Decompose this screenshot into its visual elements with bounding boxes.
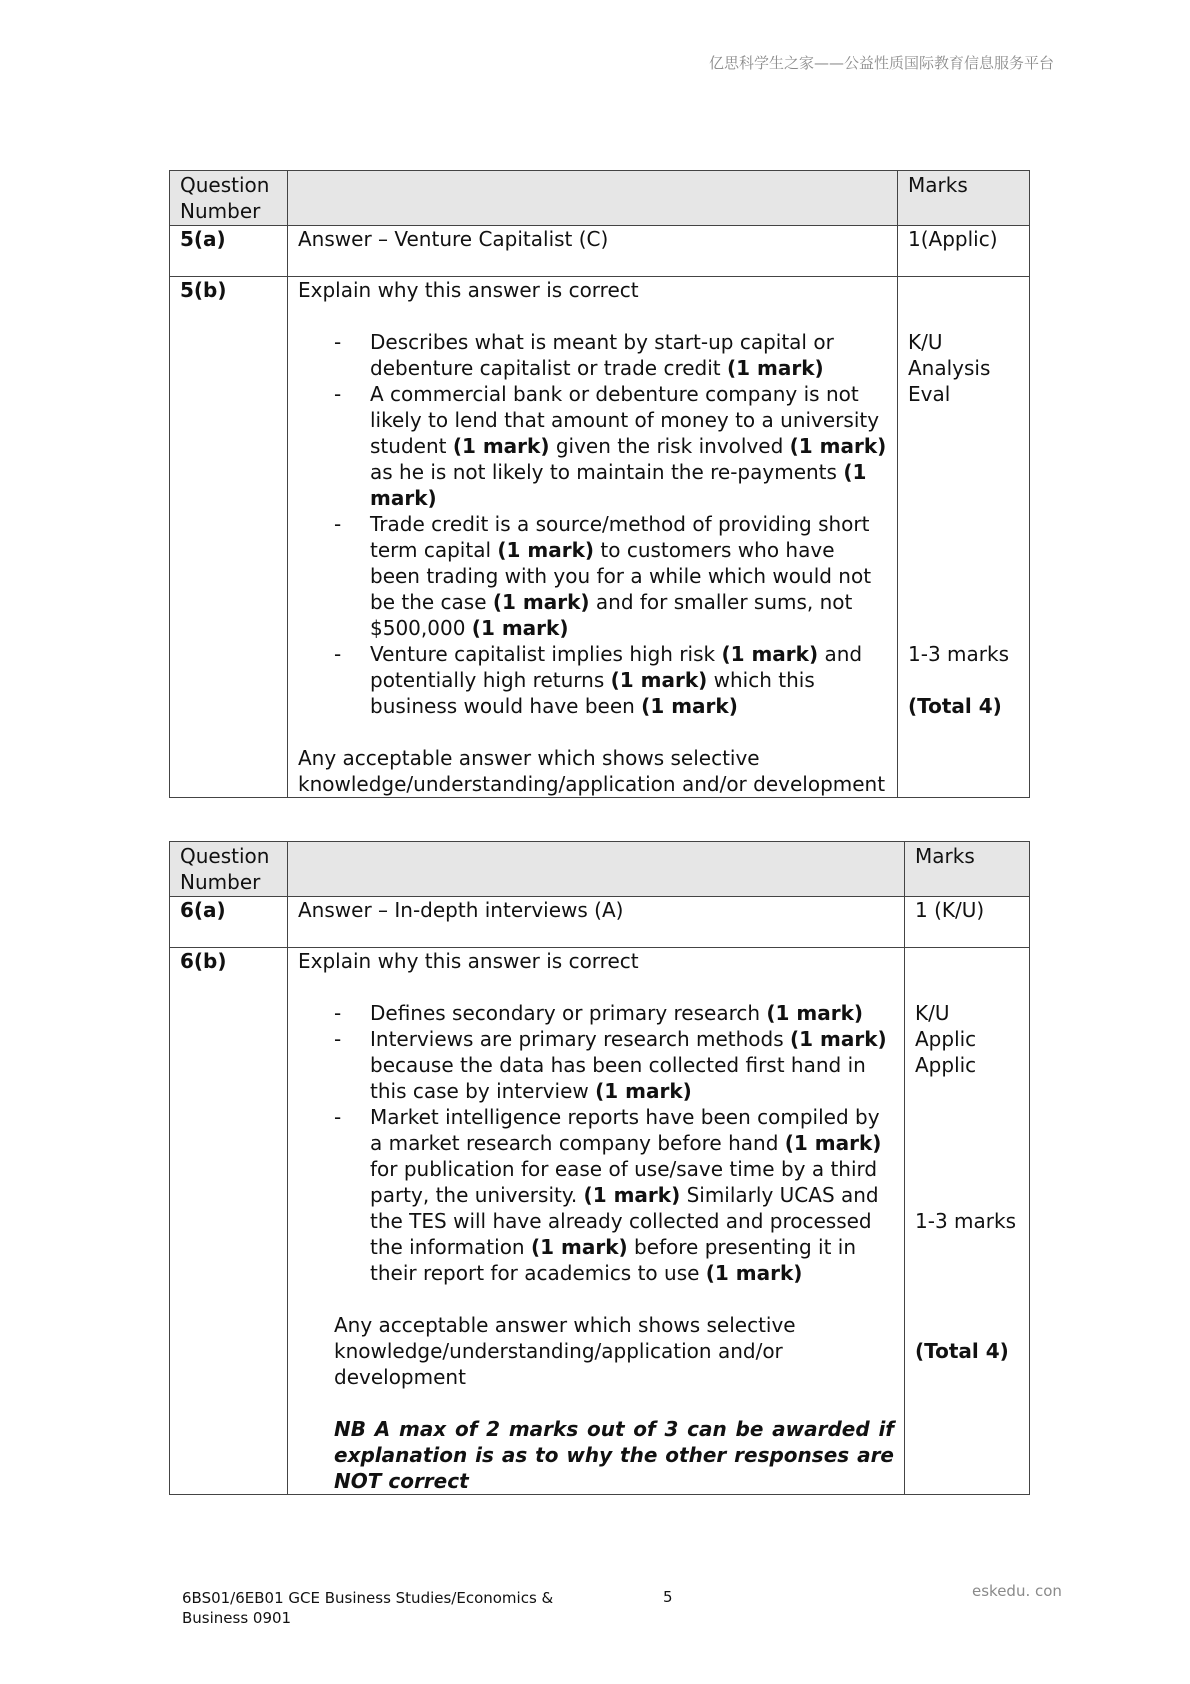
- mark-allocation: (1 mark): [789, 434, 887, 458]
- point-text: to customers who have been trading with you for a while which would not be the case: [370, 538, 872, 614]
- table-row: [170, 277, 1030, 798]
- question-number: 5(b): [170, 277, 288, 798]
- point-text: for publication for ease of use/save time by a third party, the university.: [370, 1157, 878, 1207]
- answer-text: Answer – Venture Capitalist (C): [288, 226, 898, 277]
- marks-value: 1 (K/U): [905, 897, 1030, 948]
- marks-value: 1(Applic): [898, 226, 1030, 277]
- mark-allocation: (1 mark): [784, 1131, 882, 1155]
- point-text: because the data has been collected first hand in this case by interview: [370, 1053, 866, 1103]
- point-text: Venture capitalist implies high risk: [370, 642, 722, 666]
- marks-range: 1-3 marks: [908, 642, 1009, 666]
- mark-allocation: (1 mark): [583, 1183, 681, 1207]
- point-text: Trade credit is a source/method of providing short term capital: [370, 512, 870, 562]
- mark-type: Applic: [915, 1053, 977, 1077]
- point-text: which this business would have been: [370, 668, 815, 718]
- point-text: Similarly UCAS and the TES will have already collected and processed the information: [370, 1183, 879, 1259]
- mark-allocation: (1 mark): [471, 616, 569, 640]
- mark-allocation: (1 mark): [370, 460, 867, 510]
- nb-note: NB A max of 2 marks out of 3 can be awarded if explanation is as to why the other responses are NOT correct: [334, 1417, 894, 1493]
- answer-header: [288, 842, 905, 897]
- table-header-row: [170, 171, 1030, 226]
- list-item: [334, 641, 887, 719]
- point-text: and potentially high returns: [370, 642, 863, 692]
- question-number-header: Question Number: [170, 842, 288, 897]
- point-text: given the risk involved: [549, 434, 790, 458]
- mark-allocation: (1 mark): [790, 1027, 887, 1051]
- marks-breakdown: [898, 277, 1030, 798]
- point-text: and for smaller sums, not $500,000: [370, 590, 853, 640]
- answer-explanation: [288, 277, 898, 798]
- point-text: Market intelligence reports have been compiled by a market research company before hand: [370, 1105, 880, 1155]
- point-text: Interviews are primary research methods: [370, 1027, 790, 1051]
- explanation-points: [298, 1000, 894, 1286]
- marks-header: Marks: [898, 171, 1030, 226]
- marks-total: (Total 4): [908, 694, 1002, 718]
- marks-total: (Total 4): [915, 1339, 1009, 1363]
- list-item: [334, 329, 887, 381]
- answer-explanation: [288, 948, 905, 1495]
- footer-site: eskedu. con: [972, 1582, 1062, 1600]
- mark-allocation: (1 mark): [721, 642, 819, 666]
- point-text: as he is not likely to maintain the re-payments: [370, 460, 844, 484]
- table-header-row: [170, 842, 1030, 897]
- watermark-header: 亿思科学生之家——公益性质国际教育信息服务平台: [708, 54, 1054, 72]
- explanation-points: [298, 329, 887, 719]
- acceptable-answer-note: Any acceptable answer which shows selective knowledge/understanding/application and/or development: [334, 1313, 796, 1389]
- footer-document-code: 6BS01/6EB01 GCE Business Studies/Economics & Business 0901: [182, 1589, 554, 1627]
- list-item: [334, 511, 887, 641]
- mark-scheme-table-q6: [169, 841, 1030, 1495]
- mark-type: Eval: [908, 382, 951, 406]
- answer-text: Answer – In-depth interviews (A): [288, 897, 905, 948]
- list-item: [334, 381, 887, 511]
- point-text: Describes what is meant by start-up capital or debenture capitalist or trade credit: [370, 330, 834, 380]
- marks-header: Marks: [905, 842, 1030, 897]
- table-row: [170, 226, 1030, 277]
- mark-allocation: (1 mark): [530, 1235, 628, 1259]
- mark-allocation: (1 mark): [497, 538, 595, 562]
- mark-allocation: (1 mark): [492, 590, 590, 614]
- mark-scheme-table-q5: [169, 170, 1030, 798]
- mark-allocation: (1 mark): [452, 434, 550, 458]
- mark-allocation: (1 mark): [766, 1001, 864, 1025]
- marks-range: 1-3 marks: [915, 1209, 1016, 1233]
- question-number-header: Question Number: [170, 171, 288, 226]
- point-text: Defines secondary or primary research: [370, 1001, 767, 1025]
- question-number: 6(b): [170, 948, 288, 1495]
- list-item: [334, 1026, 894, 1104]
- question-number: 6(a): [170, 897, 288, 948]
- point-text: A commercial bank or debenture company is not likely to lend that amount of money to a university student: [370, 382, 880, 458]
- table-row: [170, 948, 1030, 1495]
- question-number: 5(a): [170, 226, 288, 277]
- list-item: [334, 1000, 894, 1026]
- marks-breakdown: [905, 948, 1030, 1495]
- mark-type: K/U: [915, 1001, 950, 1025]
- mark-allocation: (1 mark): [727, 356, 824, 380]
- explain-intro: Explain why this answer is correct: [298, 278, 639, 302]
- mark-allocation: (1 mark): [610, 668, 708, 692]
- mark-allocation: (1 mark): [641, 694, 738, 718]
- mark-allocation: (1 mark): [595, 1079, 692, 1103]
- explain-intro: Explain why this answer is correct: [298, 949, 639, 973]
- table-row: [170, 897, 1030, 948]
- answer-header: [288, 171, 898, 226]
- list-item: [334, 1104, 894, 1286]
- mark-type: Applic: [915, 1027, 977, 1051]
- mark-type: Analysis: [908, 356, 991, 380]
- point-text: before presenting it in their report for academics to use: [370, 1235, 857, 1285]
- mark-type: K/U: [908, 330, 943, 354]
- page-number: 5: [663, 1588, 673, 1606]
- mark-allocation: (1 mark): [705, 1261, 803, 1285]
- acceptable-answer-note: Any acceptable answer which shows selective knowledge/understanding/application and/or development: [298, 746, 886, 796]
